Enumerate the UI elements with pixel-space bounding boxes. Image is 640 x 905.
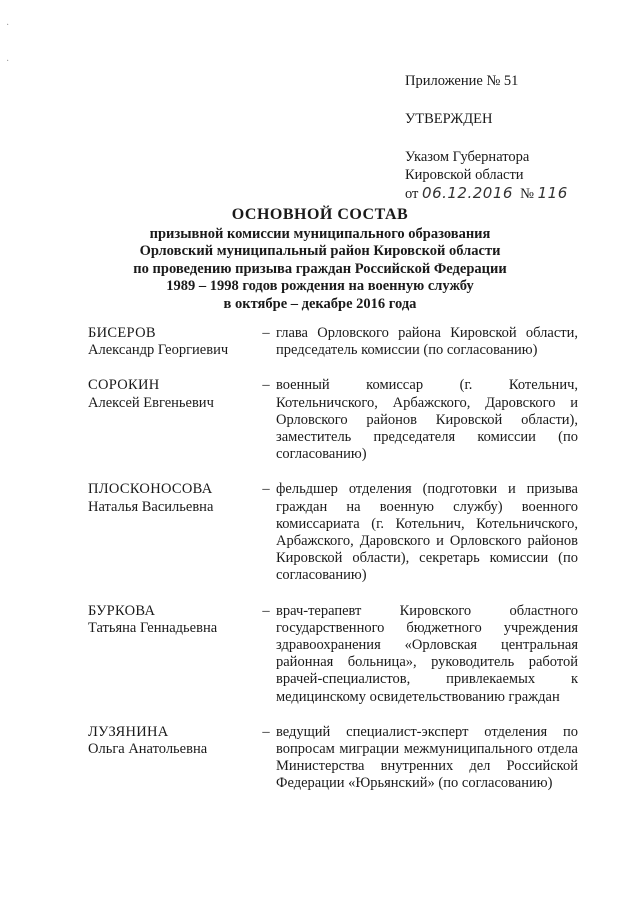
member-entry bbox=[88, 481, 578, 584]
member-given-name: Наталья Васильевна bbox=[88, 498, 214, 515]
member-role: врач-терапевт Кировского областного государственного бюджетного учреждения здравоохранения «Орловская центральная районная больница», руководитель работой врачей-специалистов, привлекаемых к медицинскому освидетельствованию граждан bbox=[276, 602, 578, 705]
handwritten-date: 06.12.2016 bbox=[422, 184, 513, 202]
member-entry bbox=[88, 325, 578, 359]
handwritten-number: 116 bbox=[537, 184, 568, 202]
decree-line-1: Указом Губернатора bbox=[405, 149, 530, 165]
title-line: призывной комиссии муниципального образования bbox=[149, 225, 491, 242]
member-dash: – bbox=[262, 602, 270, 619]
approval-block bbox=[405, 72, 625, 203]
title-line: в октябре – декабре 2016 года bbox=[223, 295, 417, 312]
member-entry bbox=[88, 603, 578, 706]
member-surname: БУРКОВА bbox=[88, 602, 156, 619]
member-given-name: Ольга Анатольевна bbox=[88, 741, 208, 758]
member-role: глава Орловского района Кировской области, председатель комиссии (по согласованию) bbox=[276, 325, 578, 359]
scan-speck: · bbox=[6, 56, 10, 67]
member-surname: ПЛОСКОНОСОВА bbox=[88, 481, 213, 498]
approved-label: УТВЕРЖДЕН bbox=[405, 111, 493, 127]
date-prefix: от bbox=[405, 186, 419, 202]
members-list bbox=[88, 325, 578, 793]
number-prefix: № bbox=[520, 186, 535, 202]
title-main: ОСНОВНОЙ СОСТАВ bbox=[231, 206, 409, 223]
member-dash: – bbox=[262, 481, 270, 498]
member-surname: ЛУЗЯНИНА bbox=[88, 723, 169, 740]
decree-date-line bbox=[405, 184, 625, 203]
title-line: по проведению призыва граждан Российской Федерации bbox=[133, 260, 507, 277]
member-role: ведущий специалист-эксперт отделения по вопросам миграции межмуниципального отдела Министерства внутренних дел Российской Федерации «Юрьянский» (по согласованию) bbox=[276, 723, 578, 792]
member-name bbox=[88, 603, 256, 706]
title-line: Орловский муниципальный район Кировской области bbox=[139, 243, 501, 259]
member-surname: БИСЕРОВ bbox=[88, 325, 156, 341]
member-dash: – bbox=[262, 377, 270, 394]
member-name bbox=[88, 724, 256, 793]
member-given-name: Татьяна Геннадьевна bbox=[88, 619, 218, 636]
member-name bbox=[88, 325, 256, 359]
document-title bbox=[40, 206, 600, 313]
member-dash: – bbox=[262, 723, 270, 740]
member-given-name: Алексей Евгеньевич bbox=[88, 394, 214, 411]
member-role: военный комиссар (г. Котельнич, Котельничского, Арбажского, Даровского и Орловского районов Кировской области), заместитель председателя комиссии (по согласованию) bbox=[276, 377, 578, 463]
decree-line-2: Кировской области bbox=[405, 167, 524, 183]
member-name bbox=[88, 377, 256, 463]
title-line: 1989 – 1998 годов рождения на военную службу bbox=[166, 278, 474, 294]
member-given-name: Александр Георгиевич bbox=[88, 342, 229, 359]
member-name bbox=[88, 481, 256, 584]
appendix-label: Приложение № 51 bbox=[405, 73, 519, 89]
member-entry bbox=[88, 724, 578, 793]
member-dash: – bbox=[262, 325, 270, 341]
member-role: фельдшер отделения (подготовки и призыва граждан на военную службу) военного комиссариата (г. Котельнич, Котельничского, Арбажского, Даровского и Орловского районов Кировской области), секретарь комиссии (по согласованию) bbox=[276, 481, 578, 584]
member-entry bbox=[88, 377, 578, 463]
scan-speck: · bbox=[6, 20, 10, 31]
member-surname: СОРОКИН bbox=[88, 377, 160, 394]
